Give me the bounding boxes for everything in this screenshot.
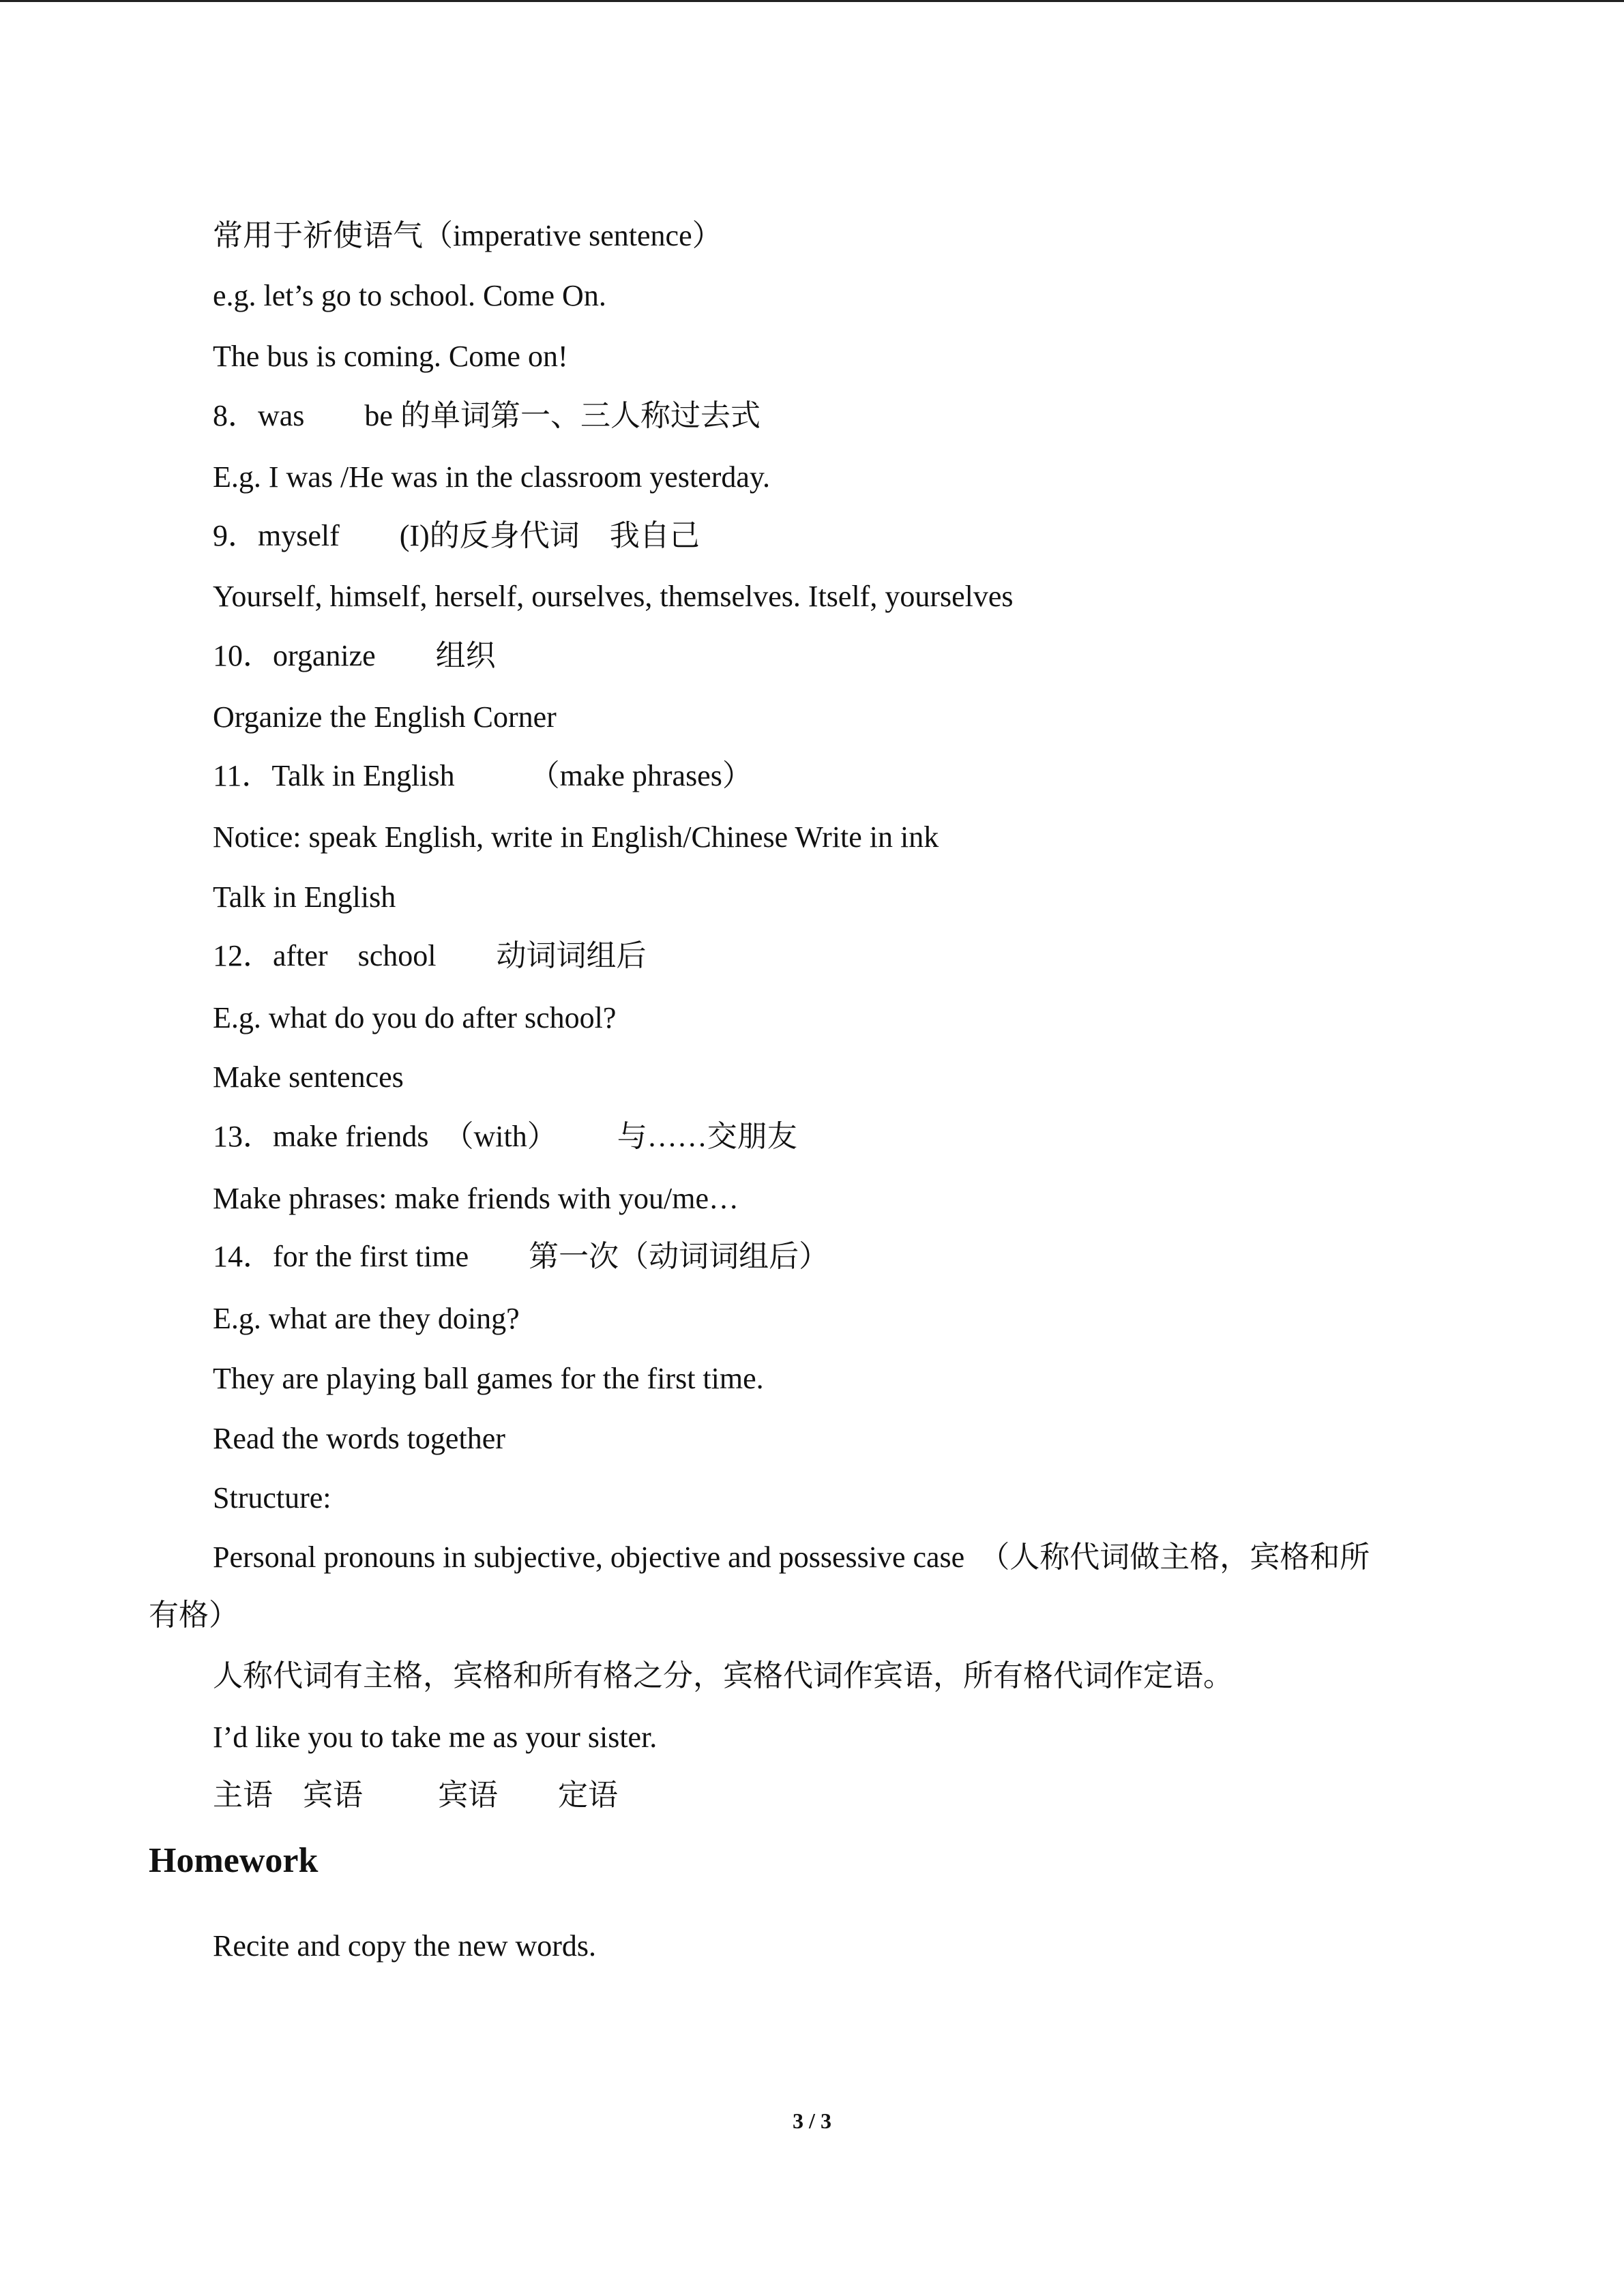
text-line: Read the words together [213,1422,505,1455]
grammar-labels: 主语 宾语 宾语 定语 [213,1778,618,1812]
text-line: E.g. what are they doing? [213,1302,520,1335]
text-line: 11．Talk in English （make phrases） [213,759,752,792]
text-line: I’d like you to take me as your sister. [213,1720,658,1754]
wrapped-paragraph-line-1: Personal pronouns in subjective, objective and possessive case （人称代词做主格，宾格和所 [213,1540,1370,1574]
page-number: 3 / 3 [793,2108,831,2133]
text-line: 10．organize 组织 [213,639,496,672]
homework-heading: Homework [149,1841,319,1880]
text-line: 常用于祈使语气（imperative sentence） [213,219,722,252]
text-line: Yourself, himself, herself, ourselves, themselves. Itself, yourselves [213,580,1014,613]
text-line: e.g. let’s go to school. Come On. [213,279,606,312]
text-line: Talk in English [213,880,396,914]
text-line: 13．make friends （with） 与……交朋友 [213,1120,797,1153]
text-line: E.g. I was /He was in the classroom yesterday. [213,460,771,494]
text-line: They are playing ball games for the first time. [213,1362,764,1395]
text-line: Make sentences [213,1060,404,1094]
text-line: Make phrases: make friends with you/me… [213,1182,739,1215]
text-line: 14．for the first time 第一次（动词词组后） [213,1240,829,1273]
text-line: Organize the English Corner [213,700,557,734]
text-line: 8．was be 的单词第一、三人称过去式 [213,399,761,432]
wrapped-paragraph-line-2: 有格） [149,1598,239,1632]
text-line: Notice: speak English, write in English/Chinese Write in ink [213,820,939,854]
text-line: 9．myself (I)的反身代词 我自己 [213,519,700,552]
text-line: E.g. what do you do after school? [213,1001,617,1034]
text-line: 12．after school 动词词组后 [213,939,647,972]
text-line: Structure: [213,1481,331,1515]
homework-text: Recite and copy the new words. [213,1929,597,1963]
text-line: 人称代词有主格，宾格和所有格之分，宾格代词作宾语，所有格代词作定语。 [213,1659,1233,1693]
text-line: The bus is coming. Come on! [213,340,568,373]
